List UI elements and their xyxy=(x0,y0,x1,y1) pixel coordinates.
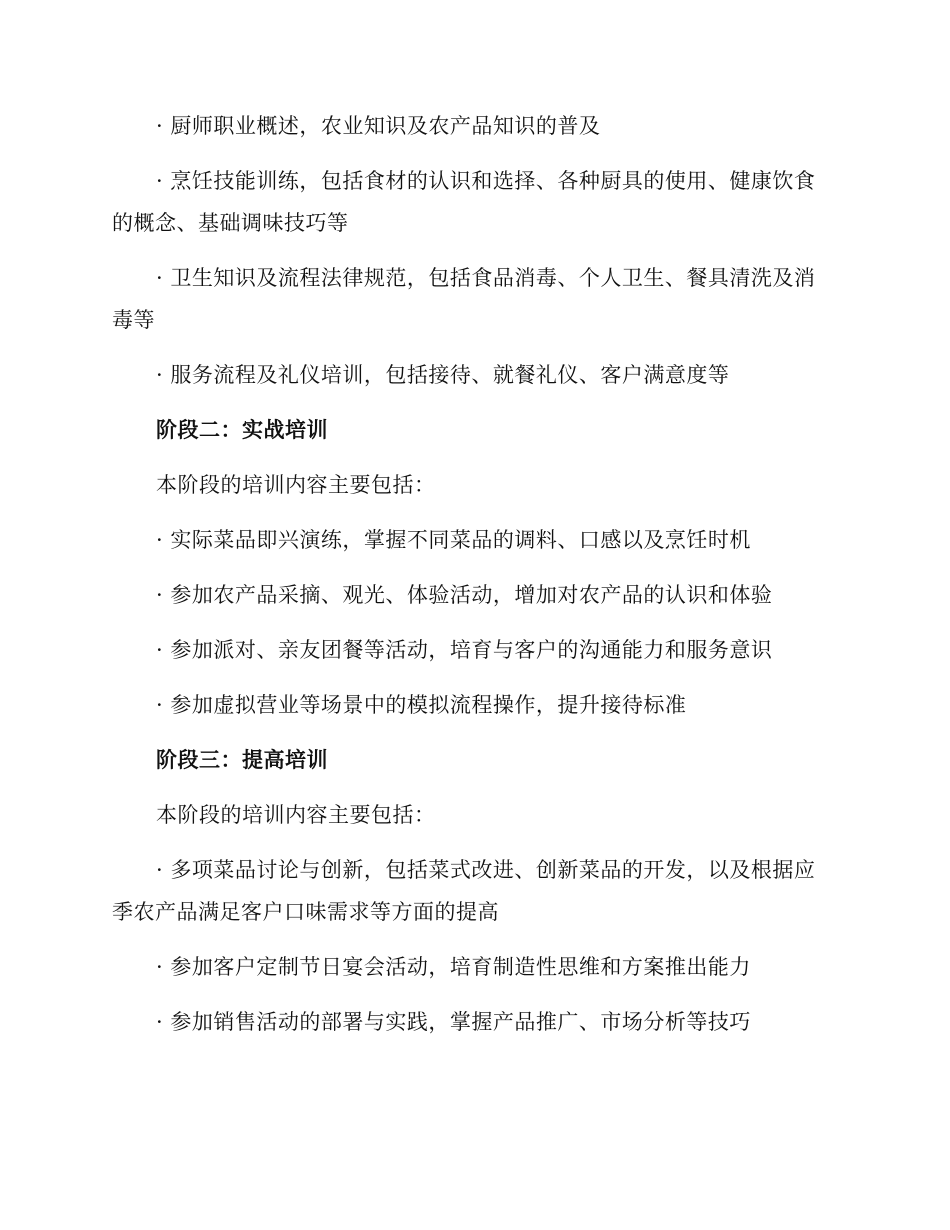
bullet-paragraph: · 参加客户定制节日宴会活动，培育制造性思维和方案推出能力 xyxy=(156,955,751,979)
bullet-paragraph: · 卫生知识及流程法律规范，包括食品消毒、个人卫生、餐具清洗及消毒等 xyxy=(112,266,816,332)
bullet-paragraph: · 参加农产品采摘、观光、体验活动，增加对农产品的认识和体验 xyxy=(156,583,773,607)
bullet-paragraph: · 厨师职业概述，农业知识及农产品知识的普及 xyxy=(156,114,601,138)
bullet-paragraph: · 参加派对、亲友团餐等活动，培育与客户的沟通能力和服务意识 xyxy=(156,638,773,662)
bullet-paragraph: · 服务流程及礼仪培训，包括接待、就餐礼仪、客户满意度等 xyxy=(156,363,730,387)
section-heading: 阶段三：提高培训 xyxy=(156,747,328,772)
bullet-paragraph: · 参加销售活动的部署与实践，掌握产品推广、市场分析等技巧 xyxy=(156,1010,751,1034)
intro-paragraph: 本阶段的培训内容主要包括： xyxy=(156,473,436,497)
bullet-paragraph: · 多项菜品讨论与创新，包括菜式改进、创新菜品的开发，以及根据应季农产品满足客户口味需求等方面的提高 xyxy=(112,858,816,924)
bullet-paragraph: · 实际菜品即兴演练，掌握不同菜品的调料、口感以及烹饪时机 xyxy=(156,528,751,552)
document-body xyxy=(112,105,824,1056)
bullet-paragraph: · 烹饪技能训练，包括食材的认识和选择、各种厨具的使用、健康饮食的概念、基础调味技巧等 xyxy=(112,169,816,235)
bullet-paragraph: · 参加虚拟营业等场景中的模拟流程操作，提升接待标准 xyxy=(156,693,687,717)
section-heading: 阶段二：实战培训 xyxy=(156,417,328,442)
intro-paragraph: 本阶段的培训内容主要包括： xyxy=(156,803,436,827)
